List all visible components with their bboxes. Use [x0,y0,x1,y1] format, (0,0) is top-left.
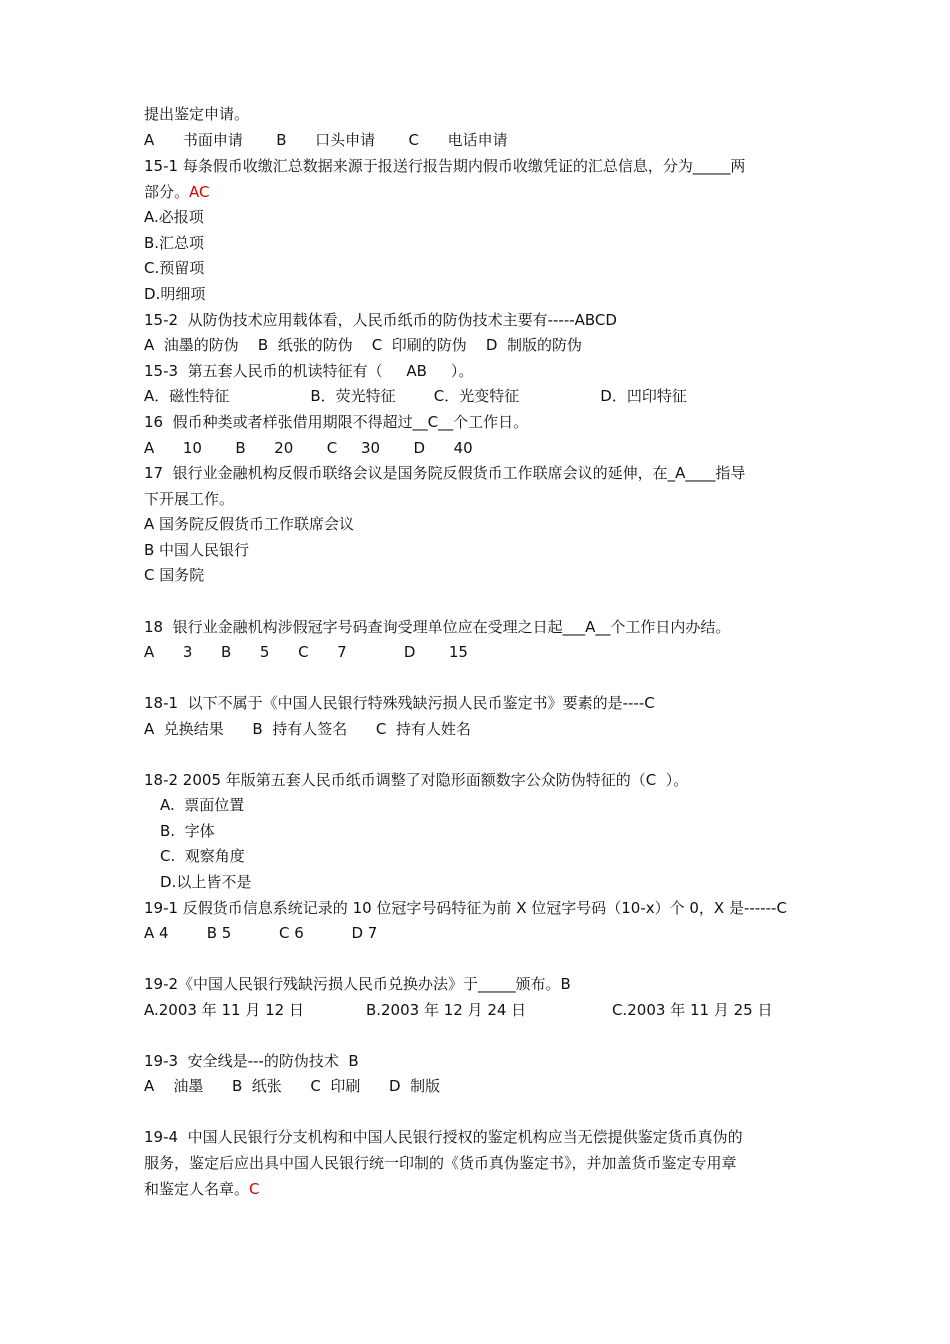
text-fragment: 部分。 [144,183,190,201]
option-d: D.明细项 [144,285,206,303]
options-line: A 3 B 5 C 7 D 15 [144,643,468,661]
text-line: 提出鉴定申请。 [144,105,250,123]
question-16: 16 假币种类或者样张借用期限不得超过__C__个工作日。 [144,413,529,431]
option-c: C.预留项 [144,259,205,277]
text-line: 下开展工作。 [144,490,235,508]
option-a: A. 票面位置 [160,796,245,814]
question-18-1: 18-1 以下不属于《中国人民银行特殊残缺污损人民币鉴定书》要素的是----C [144,694,655,712]
answer-mark: C [249,1180,260,1198]
options-line: A．磁性特征 B．荧光特征 C．光变特征 D．凹印特征 [144,387,687,405]
answer-mark: AC [189,183,210,201]
options-line: A.2003 年 11 月 12 日 B.2003 年 12 月 24 日 C.2003 年 11 月 25 日 [144,1001,773,1019]
option-a: A 国务院反假货币工作联席会议 [144,515,355,533]
question-18-2: 18-2 2005 年版第五套人民币纸币调整了对隐形面额数字公众防伪特征的（C ）。 [144,771,689,789]
option-c: C. 观察角度 [160,847,245,865]
options-line: A 油墨的防伪 B 纸张的防伪 C 印刷的防伪 D 制版的防伪 [144,336,582,354]
text-line [144,182,210,202]
text-fragment: 和鉴定人名章。 [144,1180,250,1198]
question-19-1: 19-1 反假货币信息系统记录的 10 位冠字号码特征为前 X 位冠字号码（10-x）个 0，X 是------C [144,899,787,917]
text-line [144,1179,260,1199]
options-line: A 10 B 20 C 30 D 40 [144,439,473,457]
question-18: 18 银行业金融机构涉假冠字号码查询受理单位应在受理之日起___A__个工作日内办结。 [144,618,731,636]
option-c: C 国务院 [144,566,205,584]
question-15-3: 15-3 第五套人民币的机读特征有（ AB ）。 [144,362,474,380]
option-b: B 中国人民银行 [144,541,250,559]
option-d: D.以上皆不是 [160,873,252,891]
question-15-1: 15-1 每条假币收缴汇总数据来源于报送行报告期内假币收缴凭证的汇总信息，分为_____两 [144,157,746,175]
options-line: A 油墨 B 纸张 C 印刷 D 制版 [144,1077,441,1095]
question-19-4: 19-4 中国人民银行分支机构和中国人民银行授权的鉴定机构应当无偿提供鉴定货币真伪的 [144,1128,743,1146]
question-15-2: 15-2 从防伪技术应用载体看，人民币纸币的防伪技术主要有-----ABCD [144,311,617,329]
option-a: A.必报项 [144,208,204,226]
options-line: A 4 B 5 C 6 D 7 [144,924,378,942]
option-b: B.汇总项 [144,234,205,252]
question-17: 17 银行业金融机构反假币联络会议是国务院反假货币工作联席会议的延伸，在_A____指导 [144,464,746,482]
options-line: A 书面申请 B 口头申请 C 电话申请 [144,131,508,149]
options-line: A 兑换结果 B 持有人签名 C 持有人姓名 [144,720,471,738]
question-19-3: 19-3 安全线是---的防伪技术 B [144,1052,359,1070]
option-b: B. 字体 [160,822,215,840]
question-19-2: 19-2《中国人民银行残缺污损人民币兑换办法》于_____颁布。B [144,975,571,993]
text-line: 服务，鉴定后应出具中国人民银行统一印制的《货币真伪鉴定书》，并加盖货币鉴定专用章 [144,1154,737,1172]
